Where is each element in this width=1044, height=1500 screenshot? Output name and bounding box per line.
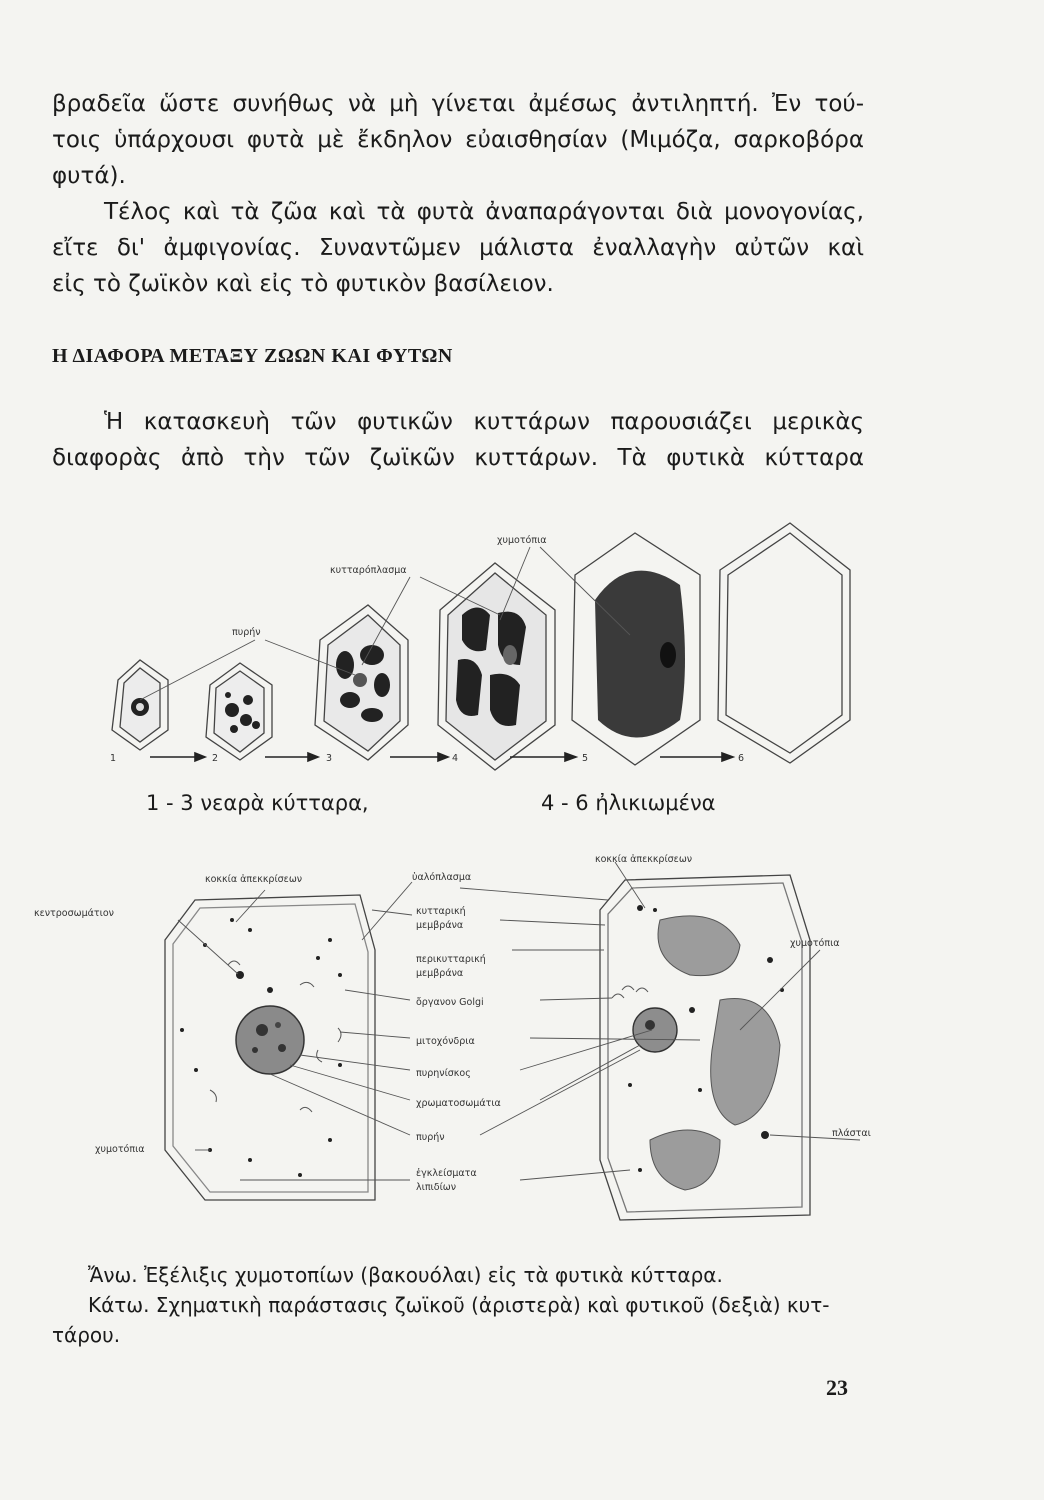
cell-stage-6 — [718, 523, 850, 763]
label-mitochondria: μιτοχόνδρια — [416, 1036, 475, 1047]
label-pericell-membrane: μεμβράνα — [416, 968, 464, 979]
label-cell-membrane: μεμβράνα — [416, 920, 464, 931]
paragraph-2 — [52, 194, 864, 302]
caption-line: Κάτω. Σχηματικὴ παράστασις ζωϊκοῦ (ἀριστερὰ) καὶ φυτικοῦ (δεξιὰ) κυτ- — [88, 1293, 830, 1317]
label-nucleolus: πυρηνίσκος — [416, 1068, 471, 1079]
paragraph-1 — [52, 86, 864, 194]
text-line: τοις ὑπάρχουσι φυτὰ μὲ ἔκδηλον εὐαισθησίαν (Μιμόζα, σαρκοβόρα — [52, 127, 864, 153]
label-vacuoles: χυμοτόπια — [497, 535, 547, 546]
text-line: φυτά). — [52, 163, 126, 189]
vacuole-evolution-figure — [0, 515, 1044, 775]
caption-young-cells: 1 - 3 νεαρὰ κύτταρα, — [146, 791, 369, 815]
text-line: εἴτε δι' ἀμφιγονίας. Συναντῶμεν μάλιστα ἐναλλαγὴν αὐτῶν καὶ — [52, 235, 864, 261]
plant-vacuoles — [650, 916, 780, 1190]
text-line: εἰς τὸ ζωϊκὸν καὶ εἰς τὸ φυτικὸν βασίλειον. — [52, 271, 554, 297]
animal-nucleus — [236, 1006, 304, 1074]
label-golgi: ὄργανον Golgi — [416, 997, 484, 1008]
stage-number: 2 — [212, 753, 219, 764]
text-line: Τέλος καὶ τὰ ζῶα καὶ τὰ φυτὰ ἀναπαράγονται διὰ μονογονίας, — [104, 199, 864, 225]
label-lipid-inclusions: λιπιδίων — [416, 1182, 457, 1193]
caption-line: Ἄνω. Ἐξέλιξις χυμοτοπίων (βακουόλαι) εἰς τὰ φυτικὰ κύτταρα. — [88, 1263, 723, 1287]
stage-number: 5 — [582, 753, 589, 764]
label-vacuoles-right: χυμοτόπια — [790, 938, 840, 949]
label-chromatin: χρωματοσωμάτια — [416, 1098, 501, 1109]
page-number: 23 — [826, 1375, 848, 1400]
label-hyaloplasm: ὑαλόπλασμα — [412, 872, 472, 883]
text-line: βραδεῖα ὥστε συνήθως νὰ μὴ γίνεται ἀμέσως ἀντιληπτή. Ἐν τού- — [52, 91, 864, 117]
label-nucleus: πυρήν — [416, 1132, 445, 1143]
section-heading: Η ΔΙΑΦΟΡΑ ΜΕΤΑΞΥ ΖΩΩΝ ΚΑΙ ΦΥΤΩΝ — [52, 345, 453, 367]
stage-number: 6 — [738, 753, 745, 764]
label-secretion-granules-left: κοκκία ἀπεκκρίσεων — [205, 874, 303, 885]
label-cell-membrane: κυτταρική — [416, 906, 466, 917]
label-plastids: πλάσται — [832, 1128, 871, 1139]
stage-number: 1 — [110, 753, 117, 764]
label-centrosome: κεντροσωμάτιον — [34, 908, 114, 919]
paragraph-3 — [52, 404, 864, 476]
text-line: Ἡ κατασκευὴ τῶν φυτικῶν κυττάρων παρουσιάζει μερικὰς — [104, 409, 864, 435]
stage-number: 3 — [326, 753, 333, 764]
figure-caption — [52, 1260, 864, 1350]
caption-line: τάρου. — [52, 1323, 121, 1347]
label-vacuoles-left: χυμοτόπια — [95, 1144, 145, 1155]
label-lipid-inclusions: ἐγκλείσματα — [416, 1168, 477, 1179]
cell-comparison-figure — [0, 850, 1044, 1250]
label-cytoplasm: κυτταρόπλασμα — [330, 565, 407, 576]
caption-mature-cells: 4 - 6 ἠλικιωμένα — [541, 791, 716, 815]
label-secretion-granules-right: κοκκία ἀπεκκρίσεων — [595, 854, 693, 865]
label-pericell-membrane: περικυτταρική — [416, 954, 486, 965]
plant-golgi — [612, 986, 648, 998]
label-nucleus: πυρήν — [232, 627, 261, 638]
text-line: διαφορὰς ἀπὸ τὴν τῶν ζωϊκῶν κυττάρων. Τὰ φυτικὰ κύτταρα — [52, 445, 864, 471]
stage-number: 4 — [452, 753, 459, 764]
